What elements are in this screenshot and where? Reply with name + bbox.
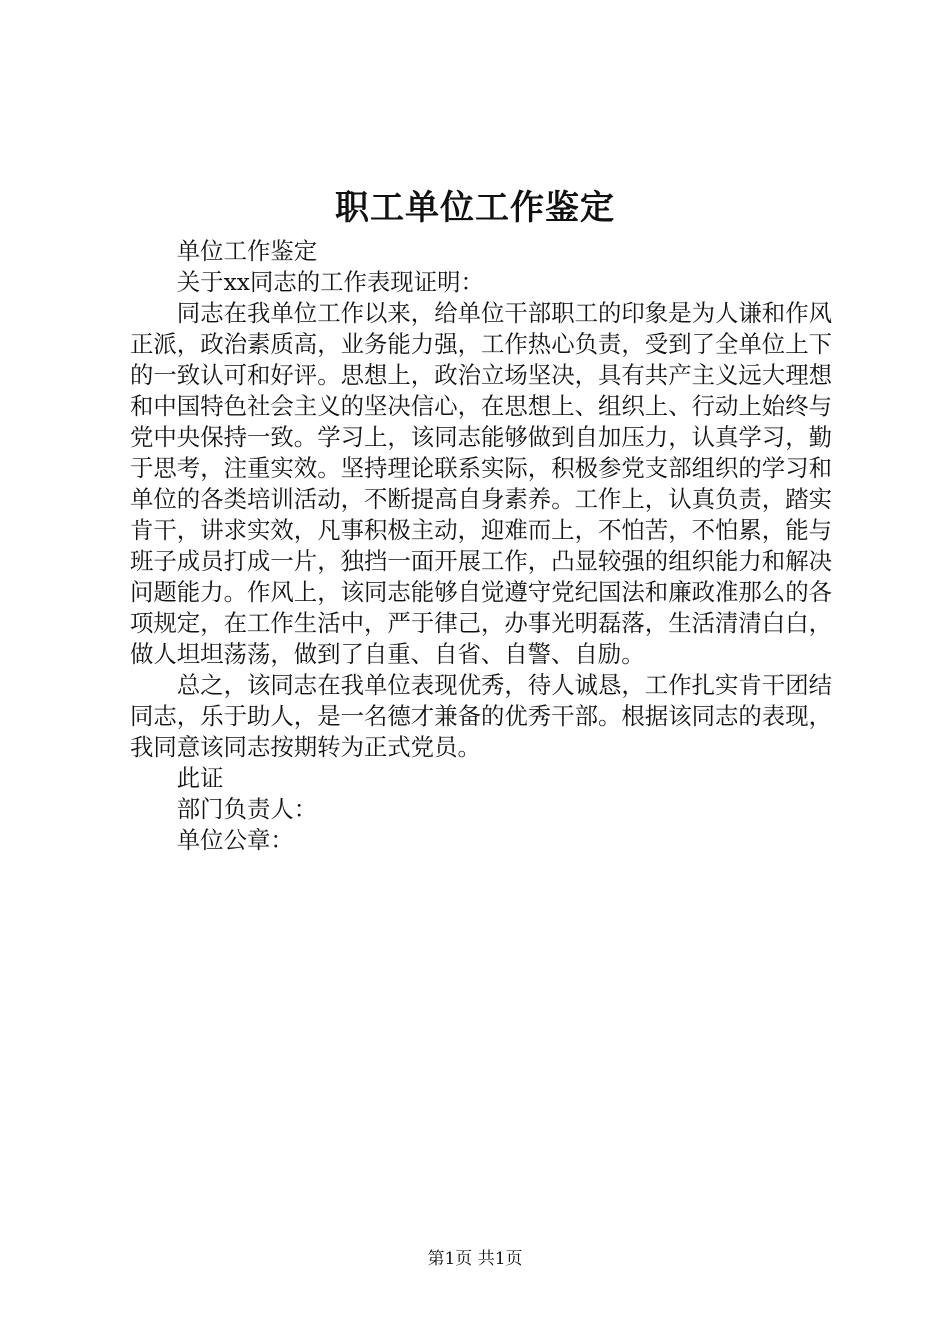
summary-paragraph: 总之，该同志在我单位表现优秀，待人诚恳，工作扎实肯干团结同志，乐于助人，是一名德才兼备的优秀干部。根据该同志的表现，我同意该同志按期转为正式党员。 <box>130 671 832 761</box>
document-body <box>130 236 832 856</box>
certification-line: 此证 <box>176 764 224 792</box>
main-paragraph: 同志在我单位工作以来，给单位干部职工的印象是为人谦和作风正派，政治素质高，业务能力强，工作热心负责，受到了全单位上下的一致认可和好评。思想上，政治立场坚决，具有共产主义远大理想和中国特色社会主义的坚决信心，在思想上、组织上、行动上始终与党中央保持一致。学习上，该同志能够做到自加压力，认真学习，勤于思考，注重实效。坚持理论联系实际，积极参党支部组织的学习和单位的各类培训活动，不断提高自身素养。工作上，认真负责，踏实肯干，讲求实效，凡事积极主动，迎难而上，不怕苦，不怕累，能与班子成员打成一片，独挡一面开展工作，凸显较强的组织能力和解决问题能力。作风上，该同志能够自觉遵守党纪国法和廉政准那么的各项规定，在工作生活中，严于律己，办事光明磊落，生活清清白白，做人坦坦荡荡，做到了自重、自省、自警、自励。 <box>130 299 832 668</box>
department-head-line: 部门负责人： <box>176 795 318 823</box>
page-number-footer: 第1页 共1页 <box>427 1249 523 1269</box>
unit-seal-line: 单位公章： <box>176 826 294 854</box>
document-title: 职工单位工作鉴定 <box>335 188 615 228</box>
salutation-paragraph: 关于xx同志的工作表现证明： <box>176 268 484 296</box>
subtitle-paragraph: 单位工作鉴定 <box>176 237 318 265</box>
